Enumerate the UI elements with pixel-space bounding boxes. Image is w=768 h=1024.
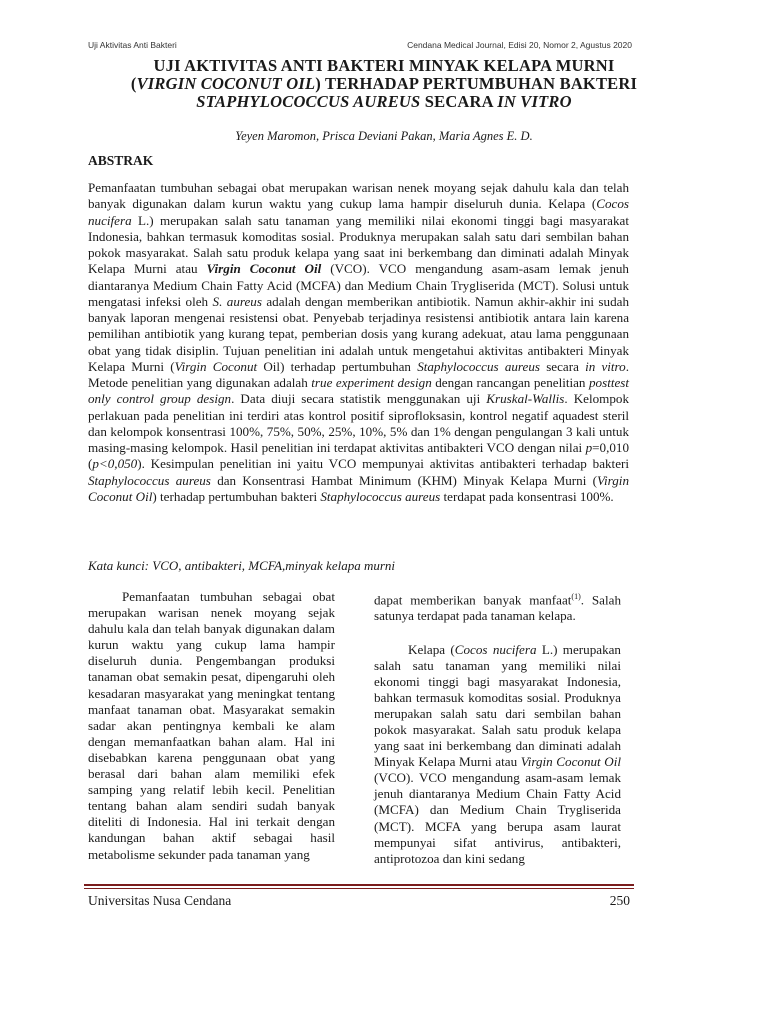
title-line-2: (VIRGIN COCONUT OIL) TERHADAP PERTUMBUHAN BAKTERI [130, 74, 638, 93]
body-paragraph: dapat memberikan banyak manfaat$^{(1)}$. Salah satunya terdapat pada tanaman kelapa. [374, 592, 621, 624]
body-column-left [88, 589, 335, 863]
running-header-right: Cendana Medical Journal, Edisi 20, Nomor 2, Agustus 2020 [407, 40, 632, 50]
paper-title [88, 57, 680, 111]
citation-ref: (1) [571, 592, 581, 601]
authors: Yeyen Maromon, Prisca Deviani Pakan, Maria Agnes E. D. [235, 129, 533, 143]
keywords: Kata kunci: VCO, antibakteri, MCFA,minyak kelapa murni [88, 558, 396, 573]
abstract-heading: ABSTRAK [88, 153, 154, 168]
footer-institution: Universitas Nusa Cendana [88, 893, 232, 908]
body-column-right [374, 589, 621, 867]
page-number: 250 [609, 893, 630, 908]
body-paragraph: Pemanfaatan tumbuhan sebagai obat merupakan warisan nenek moyang sejak dahulu kala dan telah banyak digunakan dalam kurun waktu yang cukup lama hampir diseluruh dunia. Pengembangan produksi tanaman obat semakin pesat, dipengaruhi oleh kesadaran masyarakat yang meningkat tentang manfaat tanaman obat. Masyarakat semakin sadar akan pentingnya kembali ke alam dengan memanfaatkan bahan alam. Hal ini disebabkan karena penggunaan obat yang berasal dari bahan alam memiliki efek samping yang relatif lebih kecil. Penelitian tentang bahan alam sendiri sudah banyak diteliti di Indonesia. Hal ini terkait dengan kandungan bahan aktif sebagai hasil metabolisme sekunder pada tanaman yang [88, 589, 335, 862]
title-line-1: UJI AKTIVITAS ANTI BAKTERI MINYAK KELAPA MURNI [153, 56, 615, 75]
footer-rule-thin [84, 888, 634, 889]
abstract-body: Pemanfaatan tumbuhan sebagai obat merupakan warisan nenek moyang sejak dahulu kala dan telah banyak digunakan dalam kurun waktu yang cukup lama hampir diseluruh dunia. Kelapa (Cocos nucifera L.) merupakan salah satu tanaman yang memiliki nilai ekonomi tinggi bagi masyarakat Indonesia, bahkan termasuk komoditas sosial. Produknya merupakan salah satu dari sembilan bahan pokok masyarakat. Salah satu produk kelapa yang saat ini berkembang dan diminati adalah Minyak Kelapa Murni atau Virgin Coconut Oil (VCO). VCO mengandung asam-asam lemak jenuh diantaranya Medium Chain Fatty Acid (MCFA) dan Medium Chain Trygliserida (MCT). Solusi untuk mengatasi infeksi oleh S. aureus adalah dengan memberikan antibiotik. Namun akhir-akhir ini sudah banyak laporan mengenai resistensi obat. Penyebab terjadinya resistensi antibiotik antara lain karena pemilihan antibiotik yang kurang tepat, pemberian dosis yang kurang adekuat, atau lama penggunaan obat yang tidak disiplin. Tujuan penelitian ini adalah untuk mengetahui aktivitas antibakteri Minyak Kelapa Murni (Virgin Coconut Oil) terhadap pertumbuhan Staphylococcus aureus secara in vitro. Metode penelitian yang digunakan adalah true experiment design dengan rancangan penelitian posttest only control group design. Data diuji secara statistik menggunakan uji Kruskal-Wallis. Kelompok perlakuan pada penelitian ini terdiri atas kontrol positif siprofloksasin, kontrol negatif aquadest steril dan kelompok konsentrasi 100%, 75%, 50%, 25%, 10%, 5% dan 1% dengan pengulangan 3 kali untuk masing-masing kelompok. Hasil penelitian ini terdapat aktivitas antibakteri VCO dengan nilai p=0,010 (p<0,050). Kesimpulan penelitian ini yaitu VCO mempunyai aktivitas antibakteri terhadap bakteri Staphylococcus aureus dan Konsentrasi Hambat Minimum (KHM) Minyak Kelapa Murni (Virgin Coconut Oil) terhadap pertumbuhan bakteri Staphylococcus aureus terdapat pada konsentrasi 100%. [88, 180, 630, 504]
title-line-3: STAPHYLOCOCCUS AUREUS SECARA IN VITRO [196, 92, 572, 111]
footer-rule [84, 884, 634, 886]
body-paragraph: Kelapa (Cocos nucifera L.) merupakan salah satu tanaman yang memiliki nilai ekonomi tinggi bagi masyarakat Indonesia, bahkan termasuk komoditas sosial. Produknya merupakan salah satu dari sembilan bahan pokok masyarakat. Salah satu produk kelapa yang saat ini berkembang dan diminati adalah Minyak Kelapa Murni atau Virgin Coconut Oil (VCO). VCO mengandung asam-asam lemak jenuh diantaranya Medium Chain Fatty Acid (MCFA) dan Medium Chain Trygliserida (MCT). MCFA yang berupa asam laurat mempunyai sifat antivirus, antibakteri, antiprotozoa dan kini sedang [374, 641, 622, 866]
running-header-left: Uji Aktivitas Anti Bakteri [88, 40, 177, 50]
